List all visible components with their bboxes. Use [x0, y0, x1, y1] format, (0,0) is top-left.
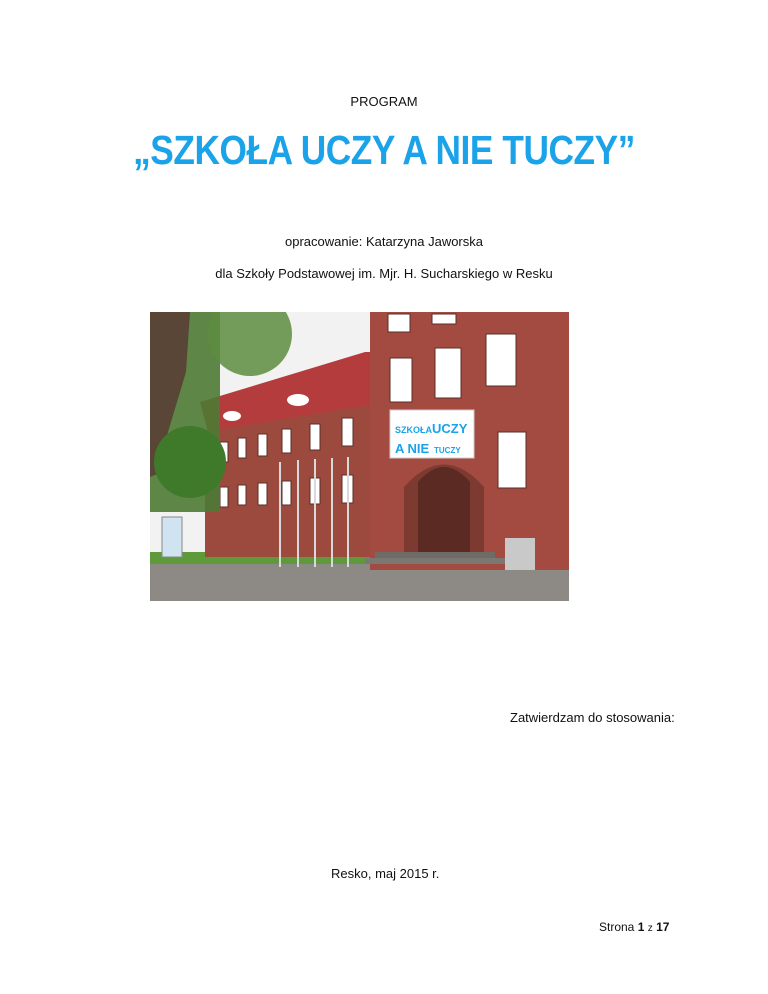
photo-steps [365, 558, 505, 564]
banner-text-2: UCZY [432, 421, 468, 436]
photo-sign-board [162, 517, 182, 557]
photo-banner [390, 410, 474, 458]
of-word: z [647, 923, 653, 934]
page-footer [599, 920, 669, 934]
program-label: PROGRAM [350, 94, 418, 109]
page-word: Strona [599, 920, 635, 934]
school-building-photo [150, 312, 569, 601]
banner-text-3: A NIE [395, 441, 430, 456]
document-title: „SZKOŁA UCZY A NIE TUCZY” [133, 127, 635, 173]
place-and-date: Resko, maj 2015 r. [331, 866, 440, 881]
page-number: 1 [637, 920, 645, 934]
school-line: dla Szkoły Podstawowej im. Mjr. H. Sucharskiego w Resku [215, 266, 553, 281]
approval-line: Zatwierdzam do stosowania: [510, 710, 675, 725]
photo-fence [505, 538, 535, 570]
photo-dormer [223, 411, 241, 421]
banner-text-4: TUCZY [434, 446, 461, 455]
banner-text-1: SZKOŁA [395, 425, 432, 435]
total-pages: 17 [656, 920, 670, 934]
photo-bush [154, 426, 226, 498]
photo-dormer [287, 394, 309, 406]
photo-steps [375, 552, 495, 558]
photo-entrance-door [418, 467, 470, 552]
author-line: opracowanie: Katarzyna Jaworska [285, 234, 483, 249]
